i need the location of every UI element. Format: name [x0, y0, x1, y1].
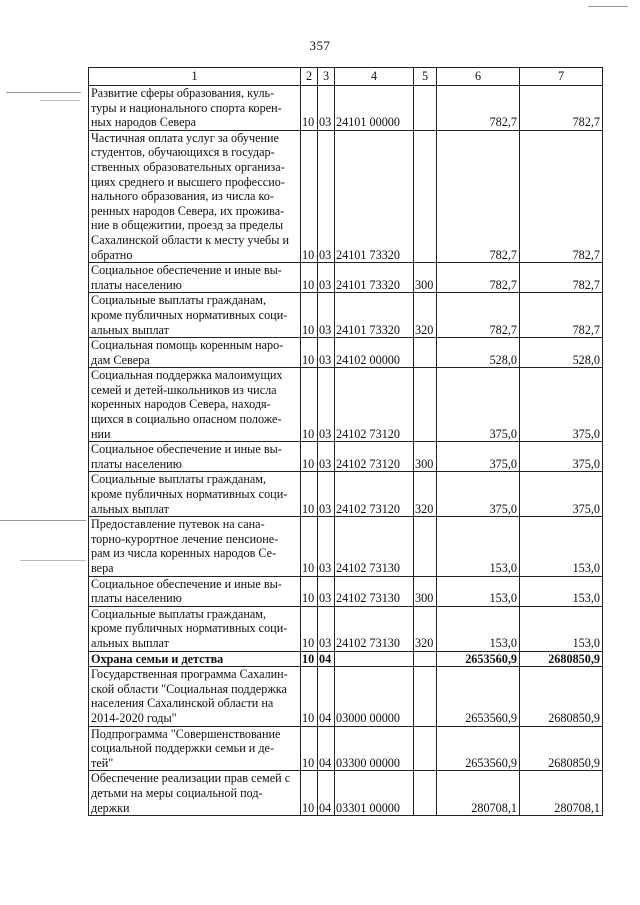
row-amount-col6: 782,7 — [437, 86, 520, 131]
row-name: Социальное обеспечение и иные вы- платы населению — [89, 442, 301, 472]
table-row — [89, 651, 603, 667]
row-amount-col7: 280708,1 — [520, 771, 603, 816]
row-subsection-code: 04 — [318, 651, 335, 667]
row-target-article-code: 24101 73320 — [335, 130, 414, 262]
row-section-code: 10 — [301, 517, 318, 576]
row-section-code: 10 — [301, 667, 318, 726]
row-expense-type-code: 320 — [414, 472, 437, 517]
row-section-code: 10 — [301, 576, 318, 606]
row-section-code: 10 — [301, 606, 318, 651]
row-target-article-code: 03300 00000 — [335, 726, 414, 771]
row-target-article-code: 03000 00000 — [335, 667, 414, 726]
row-amount-col6: 375,0 — [437, 472, 520, 517]
row-name: Социальные выплаты гражданам, кроме публичных нормативных соци- альных выплат — [89, 606, 301, 651]
row-name: Социальное обеспечение и иные вы- платы населению — [89, 576, 301, 606]
table-row — [89, 130, 603, 262]
row-amount-col6: 153,0 — [437, 517, 520, 576]
row-target-article-code — [335, 651, 414, 667]
row-target-article-code: 24102 73130 — [335, 517, 414, 576]
scan-artifact — [0, 520, 86, 521]
table-row — [89, 517, 603, 576]
table-row — [89, 442, 603, 472]
row-target-article-code: 24101 73320 — [335, 293, 414, 338]
row-name: Социальная поддержка малоимущих семей и детей-школьников из числа коренных народов Севера, находя- щихся в социально опасном положе- нии — [89, 368, 301, 442]
row-amount-col6: 2653560,9 — [437, 651, 520, 667]
column-header: 2 — [301, 68, 318, 86]
row-expense-type-code — [414, 368, 437, 442]
table-row — [89, 86, 603, 131]
row-amount-col6: 2653560,9 — [437, 667, 520, 726]
row-subsection-code: 03 — [318, 442, 335, 472]
row-amount-col7: 375,0 — [520, 472, 603, 517]
row-amount-col7: 2680850,9 — [520, 651, 603, 667]
row-section-code: 10 — [301, 293, 318, 338]
row-name: Обеспечение реализации прав семей с детьми на меры социальной под- держки — [89, 771, 301, 816]
column-header: 5 — [414, 68, 437, 86]
row-name: Социальная помощь коренным наро- дам Севера — [89, 338, 301, 368]
row-expense-type-code — [414, 771, 437, 816]
row-section-code: 10 — [301, 130, 318, 262]
row-section-code: 10 — [301, 338, 318, 368]
scan-artifact — [20, 560, 86, 561]
column-header: 3 — [318, 68, 335, 86]
row-name: Социальные выплаты гражданам, кроме публичных нормативных соци- альных выплат — [89, 472, 301, 517]
row-subsection-code: 03 — [318, 368, 335, 442]
table-header-row — [89, 68, 603, 86]
row-amount-col7: 375,0 — [520, 368, 603, 442]
row-name: Социальные выплаты гражданам, кроме публичных нормативных соци- альных выплат — [89, 293, 301, 338]
row-amount-col6: 782,7 — [437, 293, 520, 338]
table-row — [89, 368, 603, 442]
table-row — [89, 771, 603, 816]
row-section-code: 10 — [301, 472, 318, 517]
row-amount-col6: 2653560,9 — [437, 726, 520, 771]
table-row — [89, 576, 603, 606]
row-amount-col7: 782,7 — [520, 293, 603, 338]
row-name: Охрана семьи и детства — [89, 651, 301, 667]
row-subsection-code: 04 — [318, 771, 335, 816]
row-amount-col6: 280708,1 — [437, 771, 520, 816]
scan-artifact — [40, 100, 80, 101]
row-subsection-code: 03 — [318, 86, 335, 131]
table-row — [89, 606, 603, 651]
row-expense-type-code: 300 — [414, 263, 437, 293]
row-target-article-code: 24102 73130 — [335, 606, 414, 651]
row-amount-col7: 528,0 — [520, 338, 603, 368]
row-section-code: 10 — [301, 263, 318, 293]
row-amount-col7: 2680850,9 — [520, 667, 603, 726]
row-target-article-code: 24101 00000 — [335, 86, 414, 131]
row-subsection-code: 03 — [318, 472, 335, 517]
row-section-code: 10 — [301, 86, 318, 131]
row-section-code: 10 — [301, 771, 318, 816]
row-subsection-code: 03 — [318, 517, 335, 576]
table-row — [89, 726, 603, 771]
scan-artifact — [588, 6, 628, 7]
table-row — [89, 293, 603, 338]
row-section-code: 10 — [301, 442, 318, 472]
row-name: Социальное обеспечение и иные вы- платы населению — [89, 263, 301, 293]
row-amount-col7: 153,0 — [520, 517, 603, 576]
budget-table — [88, 67, 603, 816]
row-amount-col7: 153,0 — [520, 576, 603, 606]
row-amount-col7: 782,7 — [520, 86, 603, 131]
row-amount-col7: 782,7 — [520, 263, 603, 293]
row-target-article-code: 24102 73120 — [335, 442, 414, 472]
row-expense-type-code — [414, 130, 437, 262]
table-row — [89, 263, 603, 293]
row-expense-type-code — [414, 338, 437, 368]
row-name: Частичная оплата услуг за обучение студентов, обучающихся в государ- ственных образовательных организа- циях среднего и высшего профессио- нального образования, из числа ко- ренных народов Севера, их прожива- ние в общежитии, проезд за пределы Сахалинской области к месту учебы и обратно — [89, 130, 301, 262]
row-amount-col6: 782,7 — [437, 130, 520, 262]
row-target-article-code: 03301 00000 — [335, 771, 414, 816]
row-expense-type-code: 300 — [414, 442, 437, 472]
row-subsection-code: 03 — [318, 263, 335, 293]
table-row — [89, 472, 603, 517]
row-name: Предоставление путевок на сана- торно-курортное лечение пенсионе- рам из числа коренных народов Се- вера — [89, 517, 301, 576]
column-header: 7 — [520, 68, 603, 86]
row-expense-type-code: 320 — [414, 293, 437, 338]
row-subsection-code: 04 — [318, 667, 335, 726]
row-name: Государственная программа Сахалин- ской области "Социальная поддержка населения Сахалинской области на 2014-2020 годы" — [89, 667, 301, 726]
row-subsection-code: 04 — [318, 726, 335, 771]
row-amount-col7: 2680850,9 — [520, 726, 603, 771]
row-target-article-code: 24102 73120 — [335, 472, 414, 517]
row-expense-type-code — [414, 726, 437, 771]
table-row — [89, 667, 603, 726]
column-header: 4 — [335, 68, 414, 86]
row-subsection-code: 03 — [318, 606, 335, 651]
row-expense-type-code — [414, 667, 437, 726]
row-expense-type-code — [414, 86, 437, 131]
row-subsection-code: 03 — [318, 576, 335, 606]
row-name: Подпрограмма "Совершенствование социальной поддержки семьи и де- тей" — [89, 726, 301, 771]
row-target-article-code: 24102 00000 — [335, 338, 414, 368]
row-subsection-code: 03 — [318, 130, 335, 262]
row-section-code: 10 — [301, 726, 318, 771]
row-target-article-code: 24102 73120 — [335, 368, 414, 442]
row-amount-col6: 153,0 — [437, 606, 520, 651]
row-target-article-code: 24101 73320 — [335, 263, 414, 293]
row-expense-type-code: 300 — [414, 576, 437, 606]
row-section-code: 10 — [301, 651, 318, 667]
row-name: Развитие сферы образования, куль- туры и национального спорта корен- ных народов Севера — [89, 86, 301, 131]
row-amount-col7: 375,0 — [520, 442, 603, 472]
scan-artifact — [6, 92, 81, 93]
row-amount-col6: 375,0 — [437, 442, 520, 472]
row-target-article-code: 24102 73130 — [335, 576, 414, 606]
row-amount-col7: 153,0 — [520, 606, 603, 651]
row-expense-type-code — [414, 517, 437, 576]
row-amount-col6: 782,7 — [437, 263, 520, 293]
row-expense-type-code — [414, 651, 437, 667]
row-amount-col6: 153,0 — [437, 576, 520, 606]
row-subsection-code: 03 — [318, 338, 335, 368]
row-amount-col6: 528,0 — [437, 338, 520, 368]
row-section-code: 10 — [301, 368, 318, 442]
page-number: 357 — [309, 38, 331, 53]
row-expense-type-code: 320 — [414, 606, 437, 651]
table-row — [89, 338, 603, 368]
column-header: 6 — [437, 68, 520, 86]
column-header: 1 — [89, 68, 301, 86]
row-subsection-code: 03 — [318, 293, 335, 338]
row-amount-col6: 375,0 — [437, 368, 520, 442]
row-amount-col7: 782,7 — [520, 130, 603, 262]
